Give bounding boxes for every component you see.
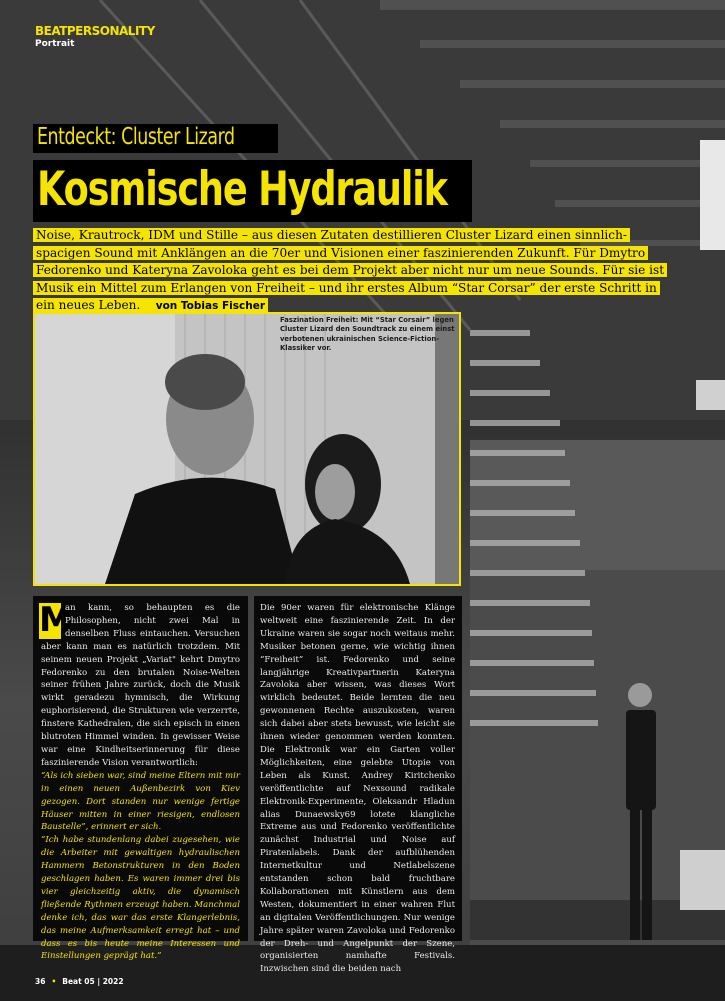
pull-quote-1: “Als ich sieben war, sind meine Eltern mit mir in einen neuen Außenbezirk von Kiev gezogen. Dort standen nur wenige fertige Häuser mitten in einer riesigen, endlosen Baustelle”, erinnert er sich. bbox=[41, 770, 240, 833]
headline-box bbox=[33, 160, 472, 222]
separator-dot-icon: • bbox=[51, 977, 57, 986]
intro-paragraph: an kann, so behaupten es die Philosophen, nicht zwei Mal in denselben Fluss eintauchen. Versuchen aber kann man es natürlich trotzdem. Mit seinem neuen Projekt „Variat" kehrt Dmytro Fedorenko zu den brutalen Noise-Welten seiner frühen Jahre zurück, doch die Musik wirkt geradezu hymnisch, die Wirkung euphorisierend, die Strukturen wie verzerrte, finstere Kathedralen, die sich episch in einen blutroten Himmel winden. In gewisser Weise war eine Kindheitserinnerung für diese faszinierende Vision verantwortlich: bbox=[41, 603, 240, 768]
teaser-text: Noise, Krautrock, IDM und Stille – aus diesen Zutaten destillieren Cluster Lizard einen sinnlich-spacigen Sound mit Anklängen an die 70er und Visionen einer faszinierenden Zukunft. Für Dmytro Fedorenko und Kateryna Zavoloka geht es bei dem Projekt aber nicht nur um neue Sounds. Für sie ist Musik ein Mittel zum Erlangen von Freiheit – und ihr erstes Album “Star Corsar” der erste Schritt in ein neues Leben. bbox=[36, 228, 665, 313]
duo-portrait-photo bbox=[35, 314, 459, 584]
brand-beat: BEAT bbox=[35, 24, 67, 38]
headline: Kosmische Hydraulik bbox=[37, 162, 447, 217]
section-label: Portrait bbox=[35, 39, 75, 49]
brand-personality: PERSONALITY bbox=[66, 24, 155, 38]
body-paragraph: Die 90er waren für elektronische Klänge weltweit eine faszinierende Zeit. In der Ukraine waren sie sogar noch weitaus mehr. Musiker betonen gerne, wie wichtig ihnen “Freiheit” ist. Fedorenko und seine langjährige Kreativpartnerin Kateryna Zavoloka aber wissen, was dieses Wort wirklich bedeutet. Beide lernten die neu gewonnenen Rechte auszukosten, waren sich dabei aber stets bewusst, wie leicht sie ihnen wieder genommen werden konnten. Die Elektronik war ein Garten voller Möglichkeiten, eine gelebte Utopie von Leben als Kunst. Andrey Kiritchenko veröffentlichte auf Nexsound radikale Elektronik-Experimente, Oleksandr Hladun alias Dunaewsky69 lotete klangliche Extreme aus und Fedorenko veröffentlichte zunächst Industrial und Noise auf Piratenlabels. Dank der aufblühenden Internetkultur und Netlabelszene entstanden schon bald fruchtbare Kollaborationen mit Künstlern aus dem Westen, dokumentiert in einer wahren Flut an digitalen Veröffentlichungen. Nur wenige Jahre später waren Zavoloka und Fedorenko der Dreh- und Angelpunkt der Szene, organisierten namhafte Festivals. Inzwischen sind die beiden nach bbox=[260, 603, 455, 975]
drop-cap: M bbox=[39, 600, 73, 640]
photo-caption: Faszination Freiheit: Mit “Star Corsair” legen Cluster Lizard den Soundtrack zu einem einst verbotenen ukrainischen Science-Fiction-Klassiker vor. bbox=[280, 316, 455, 352]
page-number: 36 bbox=[35, 977, 46, 986]
author-byline: von Tobias Fischer bbox=[155, 300, 266, 313]
body-column-2 bbox=[254, 596, 462, 975]
body-column-1 bbox=[33, 596, 248, 962]
teaser-paragraph bbox=[33, 227, 678, 316]
page-footer bbox=[35, 977, 124, 986]
pull-quote-2: “Ich habe stundenlang dabei zugesehen, wie die Arbeiter mit gewaltigen hydraulischen Hammern Betonstrukturen in den Boden geschlagen haben. Es waren immer drei bis vier gleichzeitig aktiv, die dynamisch fließende Rythmen erzeugt haben. Manchmal denke ich, das war das erste Klangerlebnis, das meine Aufmerksamkeit erregt hat – und dass es bis heute meine Interessen und Einstellungen geprägt hat.” bbox=[41, 835, 240, 962]
overline-box bbox=[33, 124, 278, 153]
issue-label: Beat 05 | 2022 bbox=[62, 977, 124, 986]
overline: Entdeckt: Cluster Lizard bbox=[37, 124, 235, 150]
magazine-section-brand bbox=[35, 25, 155, 38]
